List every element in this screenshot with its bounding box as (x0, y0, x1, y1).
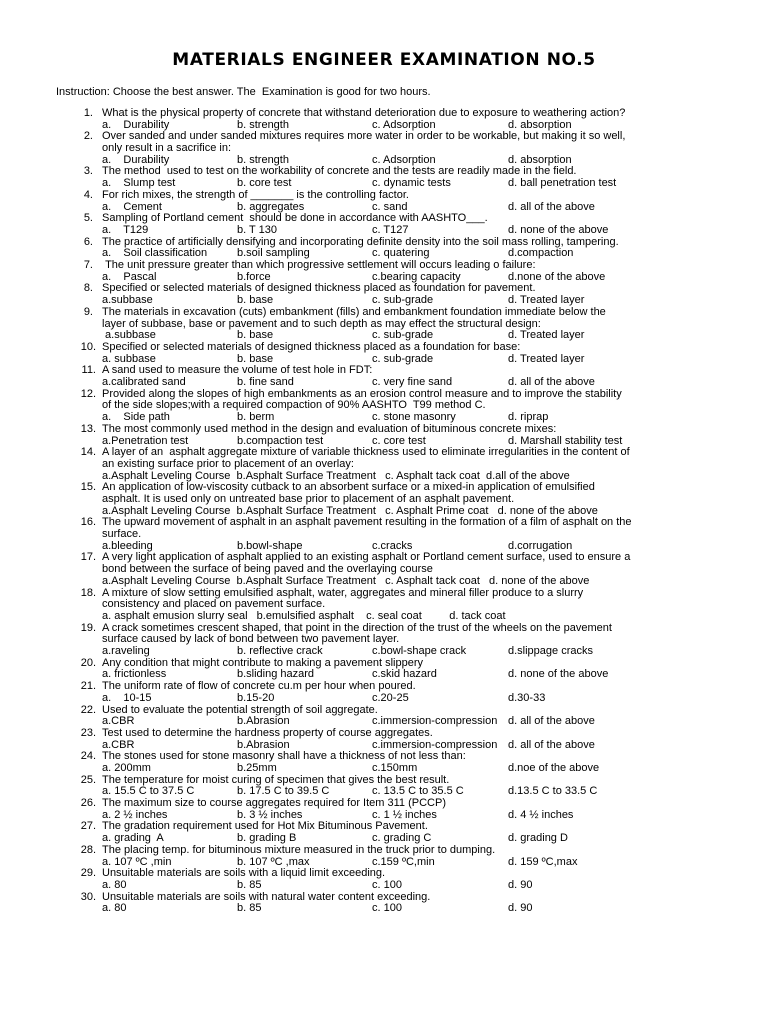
answer-option: b.Abrasion (237, 715, 290, 728)
answer-option: a.Asphalt Leveling Course b.Asphalt Surface Treatment c. Asphalt tack coat d. none of the above (102, 574, 590, 587)
answer-options (0, 611, 768, 623)
answer-option: c. Adsorption (372, 118, 436, 131)
answer-option: d. Treated layer (508, 329, 585, 342)
question-number: 4. (83, 188, 93, 201)
question-item (0, 588, 768, 623)
answer-option: c.150mm (372, 762, 418, 775)
answer-option: b. grading B (237, 832, 297, 845)
question-item (0, 482, 768, 517)
answer-option: d. none of the above (508, 223, 609, 236)
question-text: A very light application of asphalt applied to an existing asphalt or Portland cement surface, used to ensure a bond between the surface of being paved and the overlaying course (102, 551, 631, 576)
answer-option: b.sliding hazard (237, 668, 315, 681)
question-item (0, 892, 768, 915)
question-text: The upward movement of asphalt in an asphalt pavement resulting in the formation of a film of asphalt on the surface. (102, 516, 632, 541)
question-text: The maximum size to course aggregates required for Item 311 (PCCP) (102, 797, 446, 810)
question-item (0, 705, 768, 728)
answer-option: b. 85 (237, 878, 262, 891)
question-text: The practice of artificially densifying and incorporating definite density into the soil mass rolling, tampering. (102, 235, 619, 248)
answer-option: a. grading A (102, 832, 164, 845)
answer-option: b. strength (237, 153, 289, 166)
question-number: 18. (80, 586, 96, 599)
answer-option: a.subbase (102, 294, 153, 307)
question-text: The most commonly used method in the design and evaluation of bituminous concrete mixes: (102, 422, 557, 435)
question-number: 9. (83, 305, 93, 318)
question-text: The gradation requirement used for Hot Mix Bituminous Pavement. (102, 820, 428, 833)
question-item (0, 552, 768, 587)
answer-option: b. 3 ½ inches (237, 808, 303, 821)
question-item (0, 775, 768, 798)
question-number: 2. (83, 130, 93, 143)
question-number: 10. (80, 340, 96, 353)
answer-options (0, 903, 768, 915)
answer-option: c. Adsorption (372, 153, 436, 166)
question-text: The uniform rate of flow of concrete cu.m per hour when poured. (102, 680, 416, 693)
answer-option: c.immersion-compression (372, 715, 498, 728)
question-item (0, 868, 768, 891)
answer-option: a.Penetration test (102, 434, 189, 447)
answer-option: a. Durability (102, 153, 170, 166)
exam-title: MATERIALS ENGINEER EXAMINATION NO.5 (172, 50, 596, 70)
answer-option: c. 13.5 C to 35.5 C (372, 785, 464, 798)
question-item (0, 424, 768, 447)
question-number: 11. (81, 364, 96, 377)
question-item (0, 108, 768, 131)
answer-option: c. stone masonry (372, 411, 456, 424)
question-item (0, 845, 768, 868)
answer-option: a. Side path (102, 411, 170, 424)
answer-option: c.cracks (372, 539, 413, 552)
answer-option: b.Abrasion (237, 738, 290, 751)
answer-option: b.bowl-shape (237, 539, 303, 552)
question-item (0, 213, 768, 236)
answer-option: a. 80 (102, 878, 127, 891)
answer-options (0, 377, 768, 389)
question-text: A sand used to measure the volume of test hole in FDT: (102, 364, 373, 377)
answer-option: a. subbase (102, 352, 156, 365)
answer-option: b. core test (237, 177, 292, 190)
question-item (0, 517, 768, 552)
answer-option: c. quatering (372, 247, 430, 260)
question-text: Used to evaluate the potential strength of soil aggregate. (102, 703, 378, 716)
question-number: 12. (80, 387, 96, 400)
question-text: For rich mixes, the strength of _______ is the controlling factor. (102, 188, 409, 201)
answer-option: d.noe of the above (508, 762, 600, 775)
answer-option: c. sub-grade (372, 329, 434, 342)
question-text: The temperature for moist curing of specimen that gives the best result. (102, 773, 450, 786)
answer-option: a.CBR (102, 738, 135, 751)
answer-option: d. 90 (508, 902, 533, 915)
answer-option: b. 85 (237, 902, 262, 915)
question-item (0, 798, 768, 821)
answer-option: a. 200mm (102, 762, 151, 775)
answer-option: a.Asphalt Leveling Course b.Asphalt Surface Treatment c. Asphalt Prime coat d. none of the above (102, 504, 598, 517)
answer-option: c. sub-grade (372, 294, 434, 307)
question-text: A crack sometimes crescent shaped, that point in the direction of the trust of the wheels on the pavement surface caused by lack of bond between two pavement layer. (102, 621, 612, 646)
answer-option: b.soil sampling (237, 247, 310, 260)
question-number: 6. (83, 235, 93, 248)
answer-option: a. T129 (102, 223, 149, 236)
question-number: 29. (80, 867, 96, 880)
question-text: Specified or selected materials of designed thickness placed as foundation for pavement. (102, 282, 536, 295)
question-item (0, 166, 768, 189)
answer-option: b. fine sand (237, 376, 294, 389)
answer-option: b. 17.5 C to 39.5 C (237, 785, 330, 798)
question-item (0, 365, 768, 388)
answer-options (0, 693, 768, 705)
answer-option: a. Pascal (102, 270, 157, 283)
question-item (0, 728, 768, 751)
answer-option: c.immersion-compression (372, 738, 498, 751)
answer-option: b.force (237, 270, 271, 283)
question-item (0, 447, 768, 482)
question-text: The materials in excavation (cuts) embankment (fills) and embankment foundation immediate below the layer of subbase, base or pavement and to such depth as may effect the structural design: (102, 305, 606, 330)
answer-option: d. 159 ºC,max (508, 855, 578, 868)
question-number: 26. (80, 797, 96, 810)
answer-option: a.calibrated sand (102, 376, 186, 389)
answer-option: a. 10-15 (102, 691, 152, 704)
answer-option: c. 1 ½ inches (372, 808, 437, 821)
answer-options (0, 576, 768, 588)
question-list (0, 108, 768, 915)
question-number: 28. (80, 843, 96, 856)
answer-option: b. reflective crack (237, 645, 323, 658)
answer-option: a.bleeding (102, 539, 153, 552)
question-number: 30. (80, 890, 96, 903)
answer-option: d.corrugation (508, 539, 573, 552)
question-item (0, 658, 768, 681)
answer-option: a.raveling (102, 645, 150, 658)
answer-option: c.159 ºC,min (372, 855, 435, 868)
answer-option: d. all of the above (508, 200, 595, 213)
answer-option: a. Soil classification (102, 247, 208, 260)
answer-option: b. base (237, 329, 274, 342)
question-text: A mixture of slow setting emulsified asphalt, water, aggregates and mineral filler produce to a slurry consistency and placed on pavement surface. (102, 586, 584, 611)
question-item (0, 681, 768, 704)
answer-option: c. sand (372, 200, 408, 213)
question-number: 13. (80, 422, 96, 435)
question-text: The unit pressure greater than which progressive settlement will occurs leading o failure: (102, 259, 536, 272)
answer-option: b. berm (237, 411, 275, 424)
answer-option: d. all of the above (508, 376, 595, 389)
answer-option: d. absorption (508, 118, 572, 131)
answer-option: b. T 130 (237, 223, 277, 236)
answer-option: d. riprap (508, 411, 549, 424)
answer-option: d. all of the above (508, 738, 595, 751)
question-text: Over sanded and under sanded mixtures requires more water in order to be workable, but making it so well, only result in a sacrifice in: (102, 130, 626, 155)
answer-option: a.subbase (102, 329, 156, 342)
answer-option: a. Cement (102, 200, 162, 213)
question-number: 1. (83, 107, 93, 119)
question-number: 16. (80, 516, 96, 529)
answer-option: c.bearing capacity (372, 270, 461, 283)
answer-option: a. Slump test (102, 177, 176, 190)
answer-option: b.25mm (237, 762, 277, 775)
question-text: Sampling of Portland cement should be done in accordance with AASHTO___. (102, 212, 488, 225)
question-text: A layer of an asphalt aggregate mixture of variable thickness used to eliminate irregularities in the content of an existing surface prior to placement of an overlay: (102, 446, 630, 470)
question-item (0, 260, 768, 283)
question-number: 24. (80, 750, 96, 763)
question-number: 7. (83, 259, 93, 272)
answer-options (0, 225, 768, 237)
answer-option: c. very fine sand (372, 376, 453, 389)
question-number: 20. (80, 656, 96, 669)
question-item (0, 342, 768, 365)
answer-option: d.none of the above (508, 270, 606, 283)
question-number: 8. (83, 282, 93, 295)
answer-option: c. grading C (372, 832, 432, 845)
answer-option: a. 15.5 C to 37.5 C (102, 785, 195, 798)
answer-option: c. sub-grade (372, 352, 434, 365)
answer-option: a. asphalt emusion slurry seal b.emulsified asphalt c. seal coat d. tack coat (102, 609, 506, 622)
question-item (0, 283, 768, 306)
answer-option: b. aggregates (237, 200, 305, 213)
question-number: 19. (80, 621, 96, 634)
question-number: 23. (80, 726, 96, 739)
question-text: The placing temp. for bituminous mixture measured in the truck prior to dumping. (102, 843, 496, 856)
answer-option: b.15-20 (237, 691, 275, 704)
answer-option: c.skid hazard (372, 668, 437, 681)
question-number: 27. (80, 820, 96, 833)
question-text: Provided along the slopes of high embankments as an erosion control measure and to improve the stability of the side slopes;with a required compaction of 90% AASHTO T99 method C. (102, 387, 622, 412)
question-text: Specified or selected materials of designed thickness placed as a foundation for base: (102, 340, 521, 353)
question-item (0, 821, 768, 844)
question-item (0, 190, 768, 213)
question-item (0, 307, 768, 342)
answer-option: d. grading D (508, 832, 568, 845)
question-number: 21. (80, 680, 96, 693)
question-number: 5. (83, 212, 93, 225)
answer-option: c. core test (372, 434, 426, 447)
question-text: Any condition that might contribute to making a pavement slippery (102, 656, 424, 669)
question-item (0, 751, 768, 774)
question-text: The method used to test on the workability of concrete and the tests are readily made in the field. (102, 165, 577, 178)
question-item (0, 131, 768, 166)
answer-option: a. 2 ½ inches (102, 808, 168, 821)
question-number: 17. (80, 551, 96, 564)
question-text: The stones used for stone masonry shall have a thickness of not less than: (102, 750, 466, 763)
answer-option: d. none of the above (508, 668, 609, 681)
answer-option: a. frictionless (102, 668, 167, 681)
answer-option: c.20-25 (372, 691, 409, 704)
answer-option: b. base (237, 294, 274, 307)
answer-option: b. strength (237, 118, 289, 131)
answer-option: d.compaction (508, 247, 574, 260)
question-number: 25. (80, 773, 96, 786)
answer-options (0, 880, 768, 892)
question-number: 3. (83, 165, 93, 178)
question-text: An application of low-viscosity cutback to an absorbent surface or a mixed-in application of emulsified asphalt. It is used only on untreated base prior to placement of an asphalt pavement. (102, 481, 595, 505)
answer-option: a. 80 (102, 902, 127, 915)
answer-options (0, 763, 768, 775)
answer-option: d. Marshall stability test (508, 434, 623, 447)
answer-options (0, 646, 768, 658)
instruction-text: Instruction: Choose the best answer. The Examination is good for two hours. (56, 86, 431, 98)
question-item (0, 237, 768, 260)
answer-option: d. Treated layer (508, 294, 585, 307)
answer-option: d. all of the above (508, 715, 595, 728)
question-item (0, 389, 768, 424)
question-text: What is the physical property of concrete that withstand deterioration due to exposure to weathering action? (102, 107, 626, 119)
answer-option: a. Durability (102, 118, 170, 131)
question-text: Unsuitable materials are soils with natural water content exceeding. (102, 890, 431, 903)
question-number: 22. (80, 703, 96, 716)
answer-option: a.CBR (102, 715, 135, 728)
question-item (0, 623, 768, 658)
answer-option: a.Asphalt Leveling Course b.Asphalt Surface Treatment c. Asphalt tack coat d.all of the above (102, 469, 570, 482)
answer-option: d. absorption (508, 153, 572, 166)
answer-option: d.slippage cracks (508, 645, 593, 658)
answer-option: c. 100 (372, 878, 402, 891)
answer-option: a. 107 ºC ,min (102, 855, 172, 868)
answer-option: b.compaction test (237, 434, 324, 447)
question-number: 14. (80, 446, 96, 459)
answer-option: d. 90 (508, 878, 533, 891)
question-text: Test used to determine the hardness property of course aggregates. (102, 726, 433, 739)
answer-option: b. 107 ºC ,max (237, 855, 310, 868)
answer-option: d. ball penetration test (508, 177, 617, 190)
question-number: 15. (80, 481, 96, 494)
answer-option: c. dynamic tests (372, 177, 451, 190)
answer-option: c. 100 (372, 902, 402, 915)
answer-option: c.bowl-shape crack (372, 645, 467, 658)
answer-option: b. base (237, 352, 274, 365)
answer-option: d.13.5 C to 33.5 C (508, 785, 598, 798)
answer-option: c. T127 (372, 223, 409, 236)
answer-option: d. 4 ½ inches (508, 808, 574, 821)
answer-option: d.30-33 (508, 691, 546, 704)
question-text: Unsuitable materials are soils with a liquid limit exceeding. (102, 867, 386, 880)
answer-option: d. Treated layer (508, 352, 585, 365)
